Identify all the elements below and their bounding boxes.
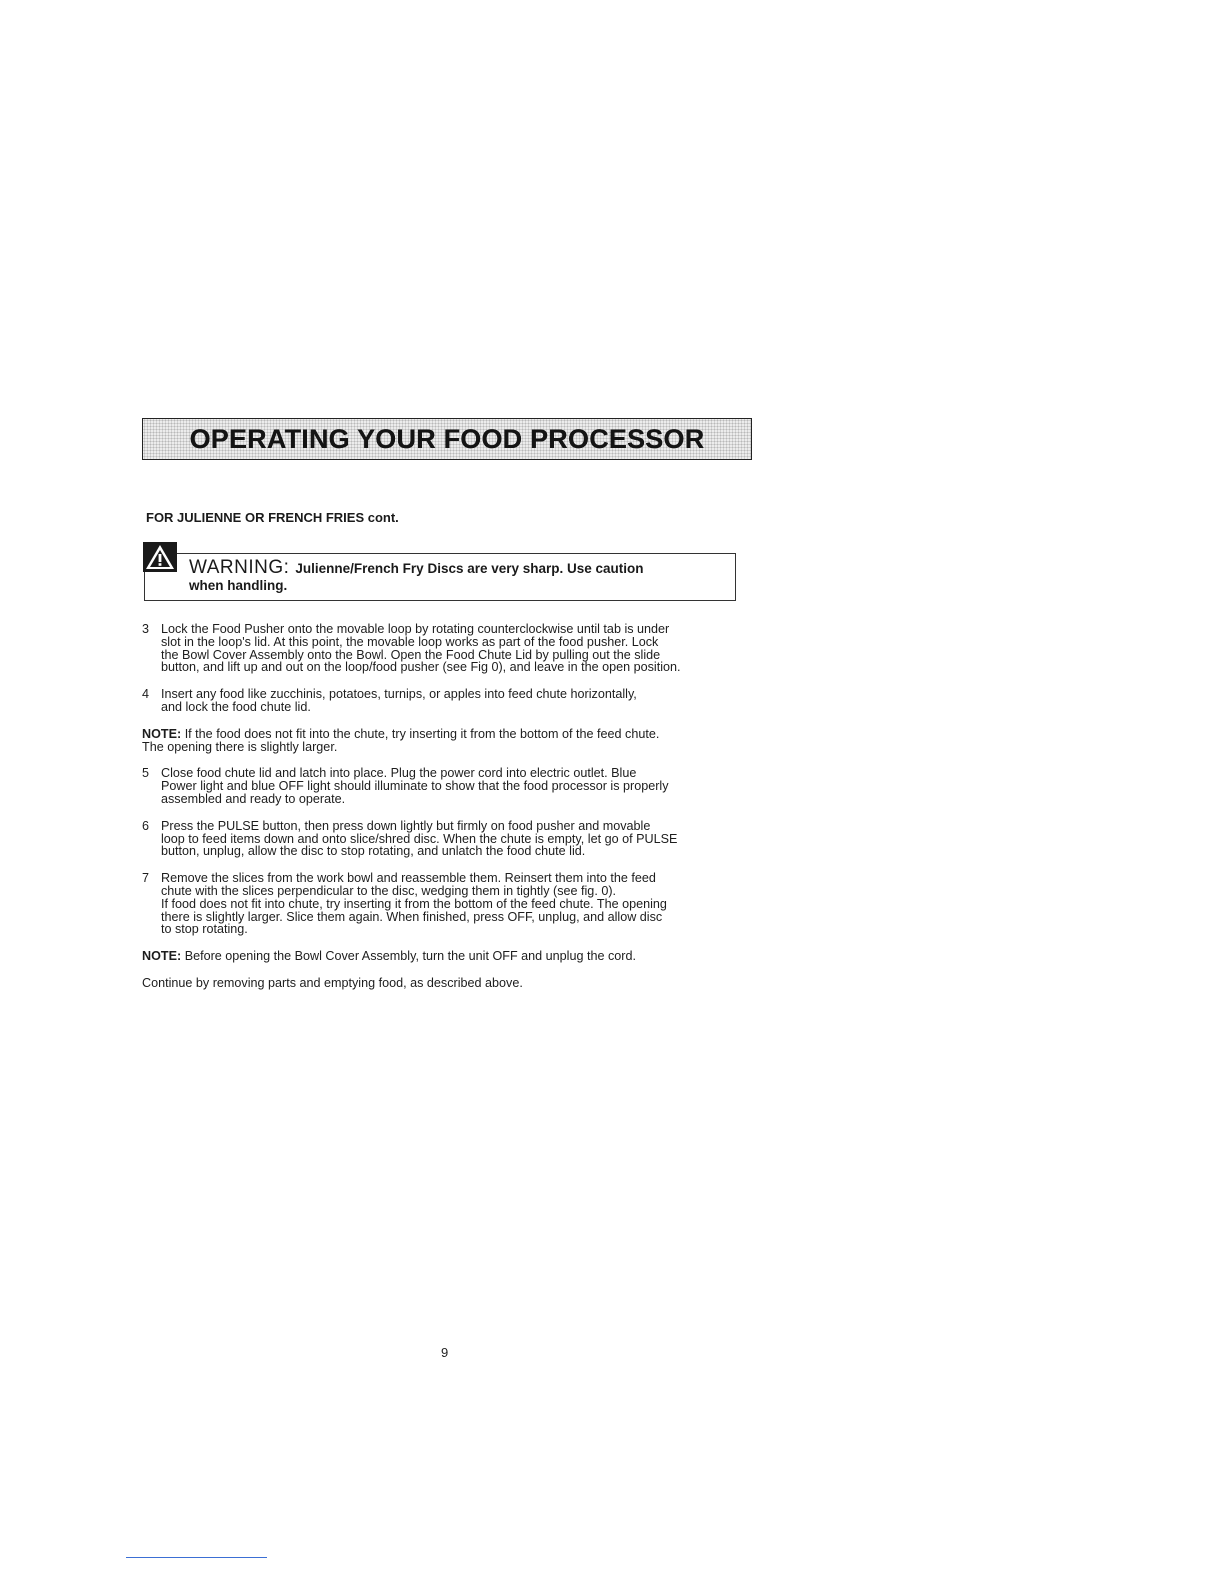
step-line: Close food chute lid and latch into place. Plug the power cord into electric outlet. Blue: [161, 766, 637, 781]
step-line: loop to feed items down and onto slice/shred disc. When the chute is empty, let go of PULSE: [161, 831, 678, 846]
step-line: Power light and blue OFF light should illuminate to show that the food processor is properly: [161, 779, 669, 794]
note-label: NOTE:: [142, 949, 182, 964]
step-text: [161, 872, 782, 936]
step-line: button, and lift up and out on the loop/food pusher (see Fig 0), and leave in the open position.: [161, 660, 681, 675]
instructions-body: [142, 623, 782, 990]
step-number: 4: [142, 687, 150, 702]
note-before-opening: [142, 950, 782, 963]
step-line: If food does not fit into chute, try inserting it from the bottom of the feed chute. The opening: [161, 896, 667, 911]
step-line: Lock the Food Pusher onto the movable loop by rotating counterclockwise until tab is under: [161, 622, 670, 636]
step-text: [161, 623, 782, 674]
step-3: [142, 623, 782, 674]
step-line: Remove the slices from the work bowl and reassemble them. Reinsert them into the feed: [161, 871, 656, 886]
step-5: [142, 767, 782, 805]
note-label: NOTE:: [142, 726, 182, 741]
step-text: [161, 820, 782, 858]
warning-text-2: when handling.: [189, 578, 288, 593]
step-line: there is slightly larger. Slice them again. When finished, press OFF, unplug, and allow disc: [161, 909, 663, 924]
note-text: If the food does not fit into the chute, try inserting it from the bottom of the feed chute.: [184, 726, 660, 741]
warning-box: [144, 553, 736, 601]
step-number: 6: [142, 818, 150, 833]
warning-label: WARNING:: [189, 557, 290, 578]
continue-line: Continue by removing parts and emptying food, as described above.: [142, 975, 523, 990]
warning-line-1: [189, 557, 644, 579]
step-line: assembled and ready to operate.: [161, 791, 346, 806]
step-number: 7: [142, 871, 150, 886]
step-line: slot in the loop's lid. At this point, the movable loop works as part of the food pusher. Lock: [161, 634, 659, 649]
page-number: 9: [441, 1345, 449, 1360]
step-line: Press the PULSE button, then press down lightly but firmly on food pusher and movable: [161, 818, 651, 833]
step-4: [142, 688, 782, 714]
step-text: [161, 688, 782, 714]
note-feed-chute: [142, 728, 782, 754]
step-number: 3: [142, 622, 150, 636]
note-text: Before opening the Bowl Cover Assembly, turn the unit OFF and unplug the cord.: [184, 949, 636, 964]
step-line: to stop rotating.: [161, 922, 248, 937]
step-line: and lock the food chute lid.: [161, 699, 311, 714]
page-title: OPERATING YOUR FOOD PROCESSOR: [189, 423, 705, 454]
continue-text: [142, 977, 782, 990]
note-line: [142, 728, 782, 741]
step-number: 5: [142, 766, 150, 781]
step-line: Insert any food like zucchinis, potatoes, turnips, or apples into feed chute horizontally,: [161, 687, 637, 702]
page-title-banner: [142, 418, 752, 460]
note-line: [142, 950, 782, 963]
section-heading: FOR JULIENNE OR FRENCH FRIES cont.: [146, 510, 399, 525]
step-line: the Bowl Cover Assembly onto the Bowl. Open the Food Chute Lid by pulling out the slide: [161, 647, 661, 662]
step-line: chute with the slices perpendicular to the disc, wedging them in tightly (see fig. 0).: [161, 883, 617, 898]
step-7: [142, 872, 782, 936]
warning-triangle-icon: [143, 542, 177, 572]
step-line: button, unplug, allow the disc to stop rotating, and unlatch the food chute lid.: [161, 844, 586, 859]
note-line: The opening there is slightly larger.: [142, 739, 338, 754]
step-text: [161, 767, 782, 805]
step-6: [142, 820, 782, 858]
footer-rule: [126, 1557, 267, 1558]
warning-text-1: Julienne/French Fry Discs are very sharp. Use caution: [295, 561, 644, 576]
